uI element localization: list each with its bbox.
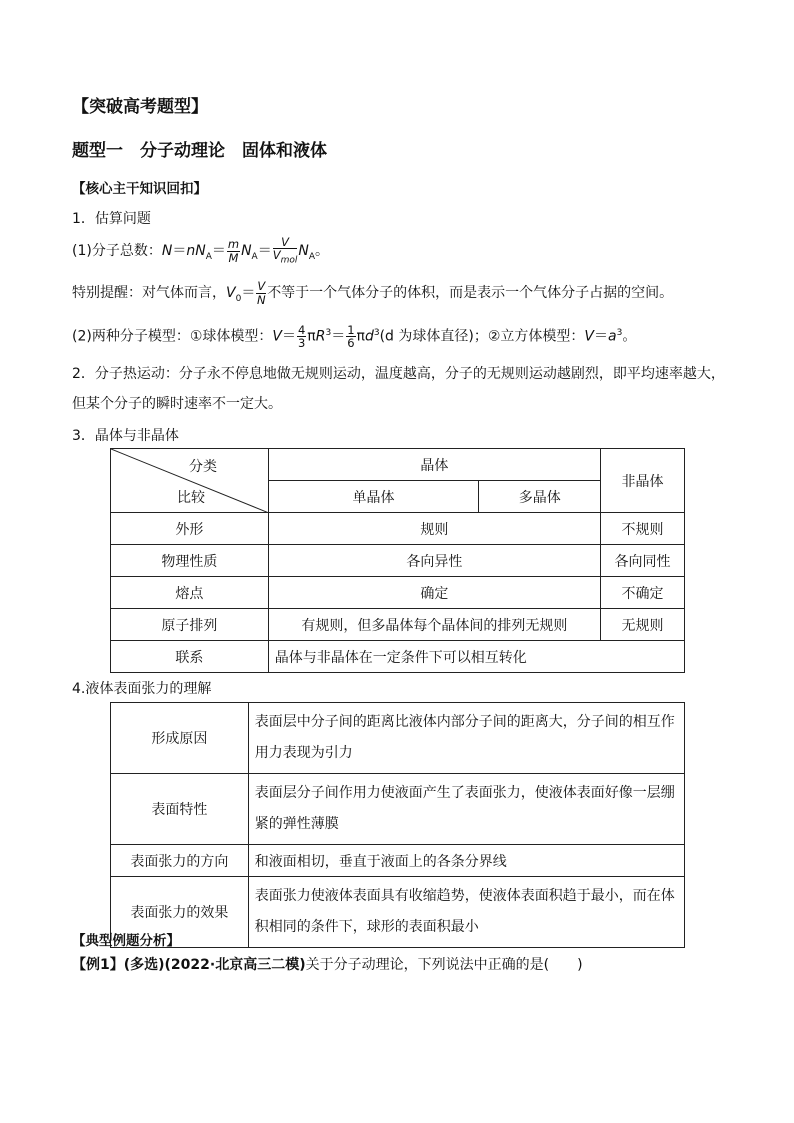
formula-prefix: (1)分子总数：	[72, 243, 162, 259]
example-header: 【典型例题分析】	[72, 933, 180, 949]
row-label: 熔点	[111, 577, 269, 609]
amorphous-value: 不确定	[601, 577, 685, 609]
amorphous-value: 不规则	[601, 513, 685, 545]
molecule-models: (2)两种分子模型：①球体模型：V＝ $\frac{4}{3}$ $\pi R^3=$ $\frac{1}{6}$ $\pi d^3(d$ 为球体直径)；②立方体模型：$V=a^3$。	[72, 323, 637, 351]
crystal-value: 各向异性	[268, 545, 600, 577]
table-row	[111, 877, 685, 948]
crystal-header: 晶体	[268, 449, 600, 481]
table-row	[111, 774, 685, 845]
relation-label: 联系	[111, 641, 269, 673]
item1-title: 1．估算问题	[72, 211, 151, 227]
models-prefix: (2)两种分子模型：①球体模型：	[72, 328, 273, 345]
row-label: 表面张力的效果	[111, 877, 249, 948]
table-row	[111, 703, 685, 774]
models-mid: (d 为球体直径)；②立方体模型：	[379, 328, 585, 345]
row-text: 表面层中分子间的距离比液体内部分子间的距离大，分子间的相互作用力表现为引力	[248, 703, 684, 774]
row-label: 物理性质	[111, 545, 269, 577]
polycrystal-header: 多晶体	[479, 481, 601, 513]
amorphous-header: 非晶体	[601, 449, 685, 513]
crystal-value: 确定	[268, 577, 600, 609]
table-row	[111, 845, 685, 877]
table-row	[111, 609, 685, 641]
item2-line1: 2．分子热运动：分子永不停息地做无规则运动，温度越高，分子的无规则运动越剧烈，即平均速率越大，	[72, 366, 725, 382]
row-label: 外形	[111, 513, 269, 545]
crystal-comparison-table	[110, 448, 685, 673]
table-row	[111, 513, 685, 545]
example1-tag: 【例1】(多选)(2022·北京高三二模)	[72, 957, 306, 973]
corner-top-label: 分类	[189, 459, 217, 475]
gas-note: 特别提醒：对气体而言，$V_0=$ $\frac{V}{N}$ 不等于一个气体分子的体积，而是表示一个气体分子占据的空间。	[72, 279, 674, 307]
formula-end: 。	[315, 243, 330, 259]
single-crystal-header: 单晶体	[268, 481, 479, 513]
row-label: 原子排列	[111, 609, 269, 641]
crystal-value: 规则	[268, 513, 600, 545]
item2-line2: 但某个分子的瞬时速率不一定大。	[72, 396, 282, 412]
gas-note-suffix: 不等于一个气体分子的体积，而是表示一个气体分子占据的空间。	[267, 285, 674, 301]
amorphous-value: 各向同性	[601, 545, 685, 577]
table-corner-cell	[111, 449, 269, 513]
core-knowledge-header: 【核心主干知识回扣】	[72, 181, 207, 197]
example1	[72, 954, 583, 974]
surface-tension-table	[110, 702, 685, 948]
example1-text: 关于分子动理论，下列说法中正确的是( )	[305, 957, 583, 973]
gas-note-prefix: 特别提醒：对气体而言，	[72, 285, 226, 301]
relation-text: 晶体与非晶体在一定条件下可以相互转化	[268, 641, 684, 673]
row-label: 表面张力的方向	[111, 845, 249, 877]
molecule-count-formula: (1)分子总数：$N=nN_A=$ $\frac{m}{M}$ $N_A=$ $\frac{V}{V_{mol}}$ $N_A$。	[72, 235, 330, 266]
topic-title: 题型一 分子动理论 固体和液体	[72, 141, 327, 161]
crystal-value: 有规则，但多晶体每个晶体间的排列无规则	[268, 609, 600, 641]
row-text: 表面层分子间作用力使液面产生了表面张力，使液体表面好像一层绷紧的弹性薄膜	[248, 774, 684, 845]
table-row	[111, 577, 685, 609]
section-title: 【突破高考题型】	[72, 97, 208, 117]
row-label: 形成原因	[111, 703, 249, 774]
table-row	[111, 641, 685, 673]
corner-bottom-label: 比较	[177, 490, 205, 506]
table-row	[111, 545, 685, 577]
item4-title: 4.液体表面张力的理解	[72, 681, 212, 697]
row-text: 和液面相切，垂直于液面上的各条分界线	[248, 845, 684, 877]
models-end: 。	[622, 328, 637, 345]
amorphous-value: 无规则	[601, 609, 685, 641]
row-label: 表面特性	[111, 774, 249, 845]
row-text: 表面张力使液体表面具有收缩趋势，使液体表面积趋于最小，而在体积相同的条件下，球形的表面积最小	[248, 877, 684, 948]
item3-title: 3．晶体与非晶体	[72, 428, 179, 444]
